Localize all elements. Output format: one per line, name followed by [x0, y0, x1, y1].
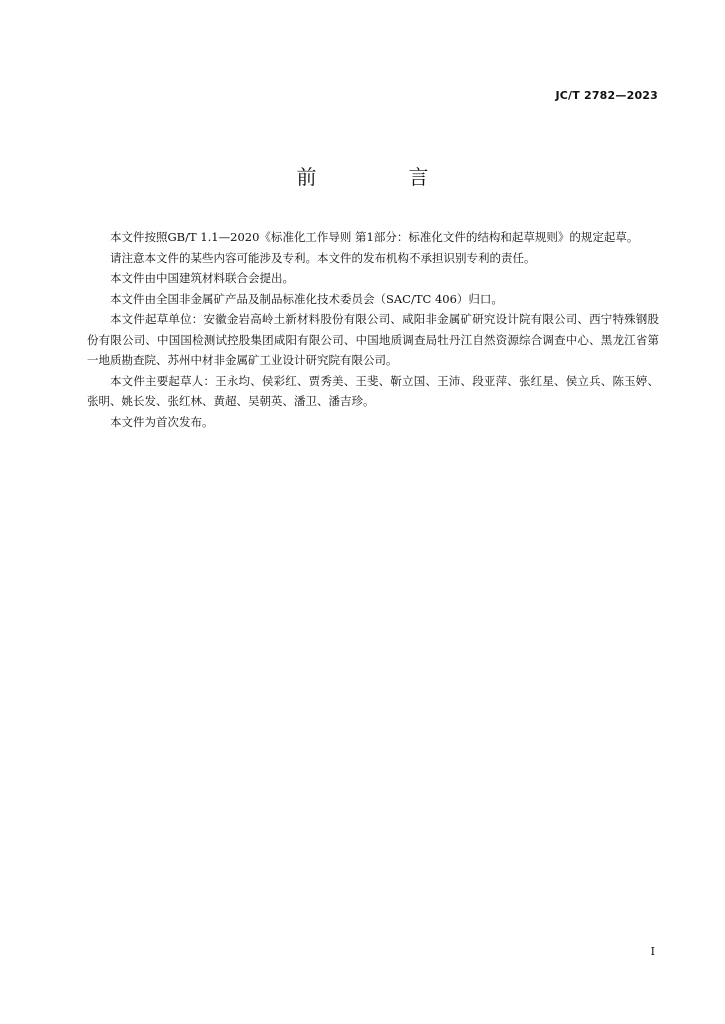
- page-number: I: [650, 945, 655, 958]
- page-title: 前 言: [296, 165, 465, 189]
- foreword-body: [87, 227, 659, 432]
- paragraph-committee: 本文件由全国非金属矿产品及制品标准化技术委员会（SAC/TC 406）归口。: [110, 291, 503, 306]
- paragraph-drafting-units: 本文件起草单位：安徽金岩高岭土新材料股份有限公司、咸阳非金属矿研究设计院有限公司、西宁特殊钢股份有限公司、中国国检测试控股集团咸阳有限公司、中国地质调查局牡丹江自然资源综合调查中心、黑龙江省第一地质勘查院、苏州中材非金属矿工业设计研究院有限公司。: [87, 312, 659, 367]
- paragraph-drafters: 本文件主要起草人：王永均、侯彩红、贾秀美、王斐、靳立国、王沛、段亚萍、张红星、侯立兵、陈玉婷、张明、姚长发、张红林、黄超、吴朝英、潘卫、潘吉珍。: [87, 373, 659, 408]
- paragraph-patent-notice: 请注意本文件的某些内容可能涉及专利。本文件的发布机构不承担识别专利的责任。: [110, 250, 536, 265]
- standard-code: JC/T 2782—2023: [555, 89, 658, 102]
- paragraph-proposer: 本文件由中国建筑材料联合会提出。: [110, 271, 294, 285]
- paragraph-drafting-rules: 本文件按照GB/T 1.1—2020《标准化工作导则 第1部分：标准化文件的结构和起草规则》的规定起草。: [110, 230, 639, 244]
- paragraph-first-release: 本文件为首次发布。: [110, 414, 214, 429]
